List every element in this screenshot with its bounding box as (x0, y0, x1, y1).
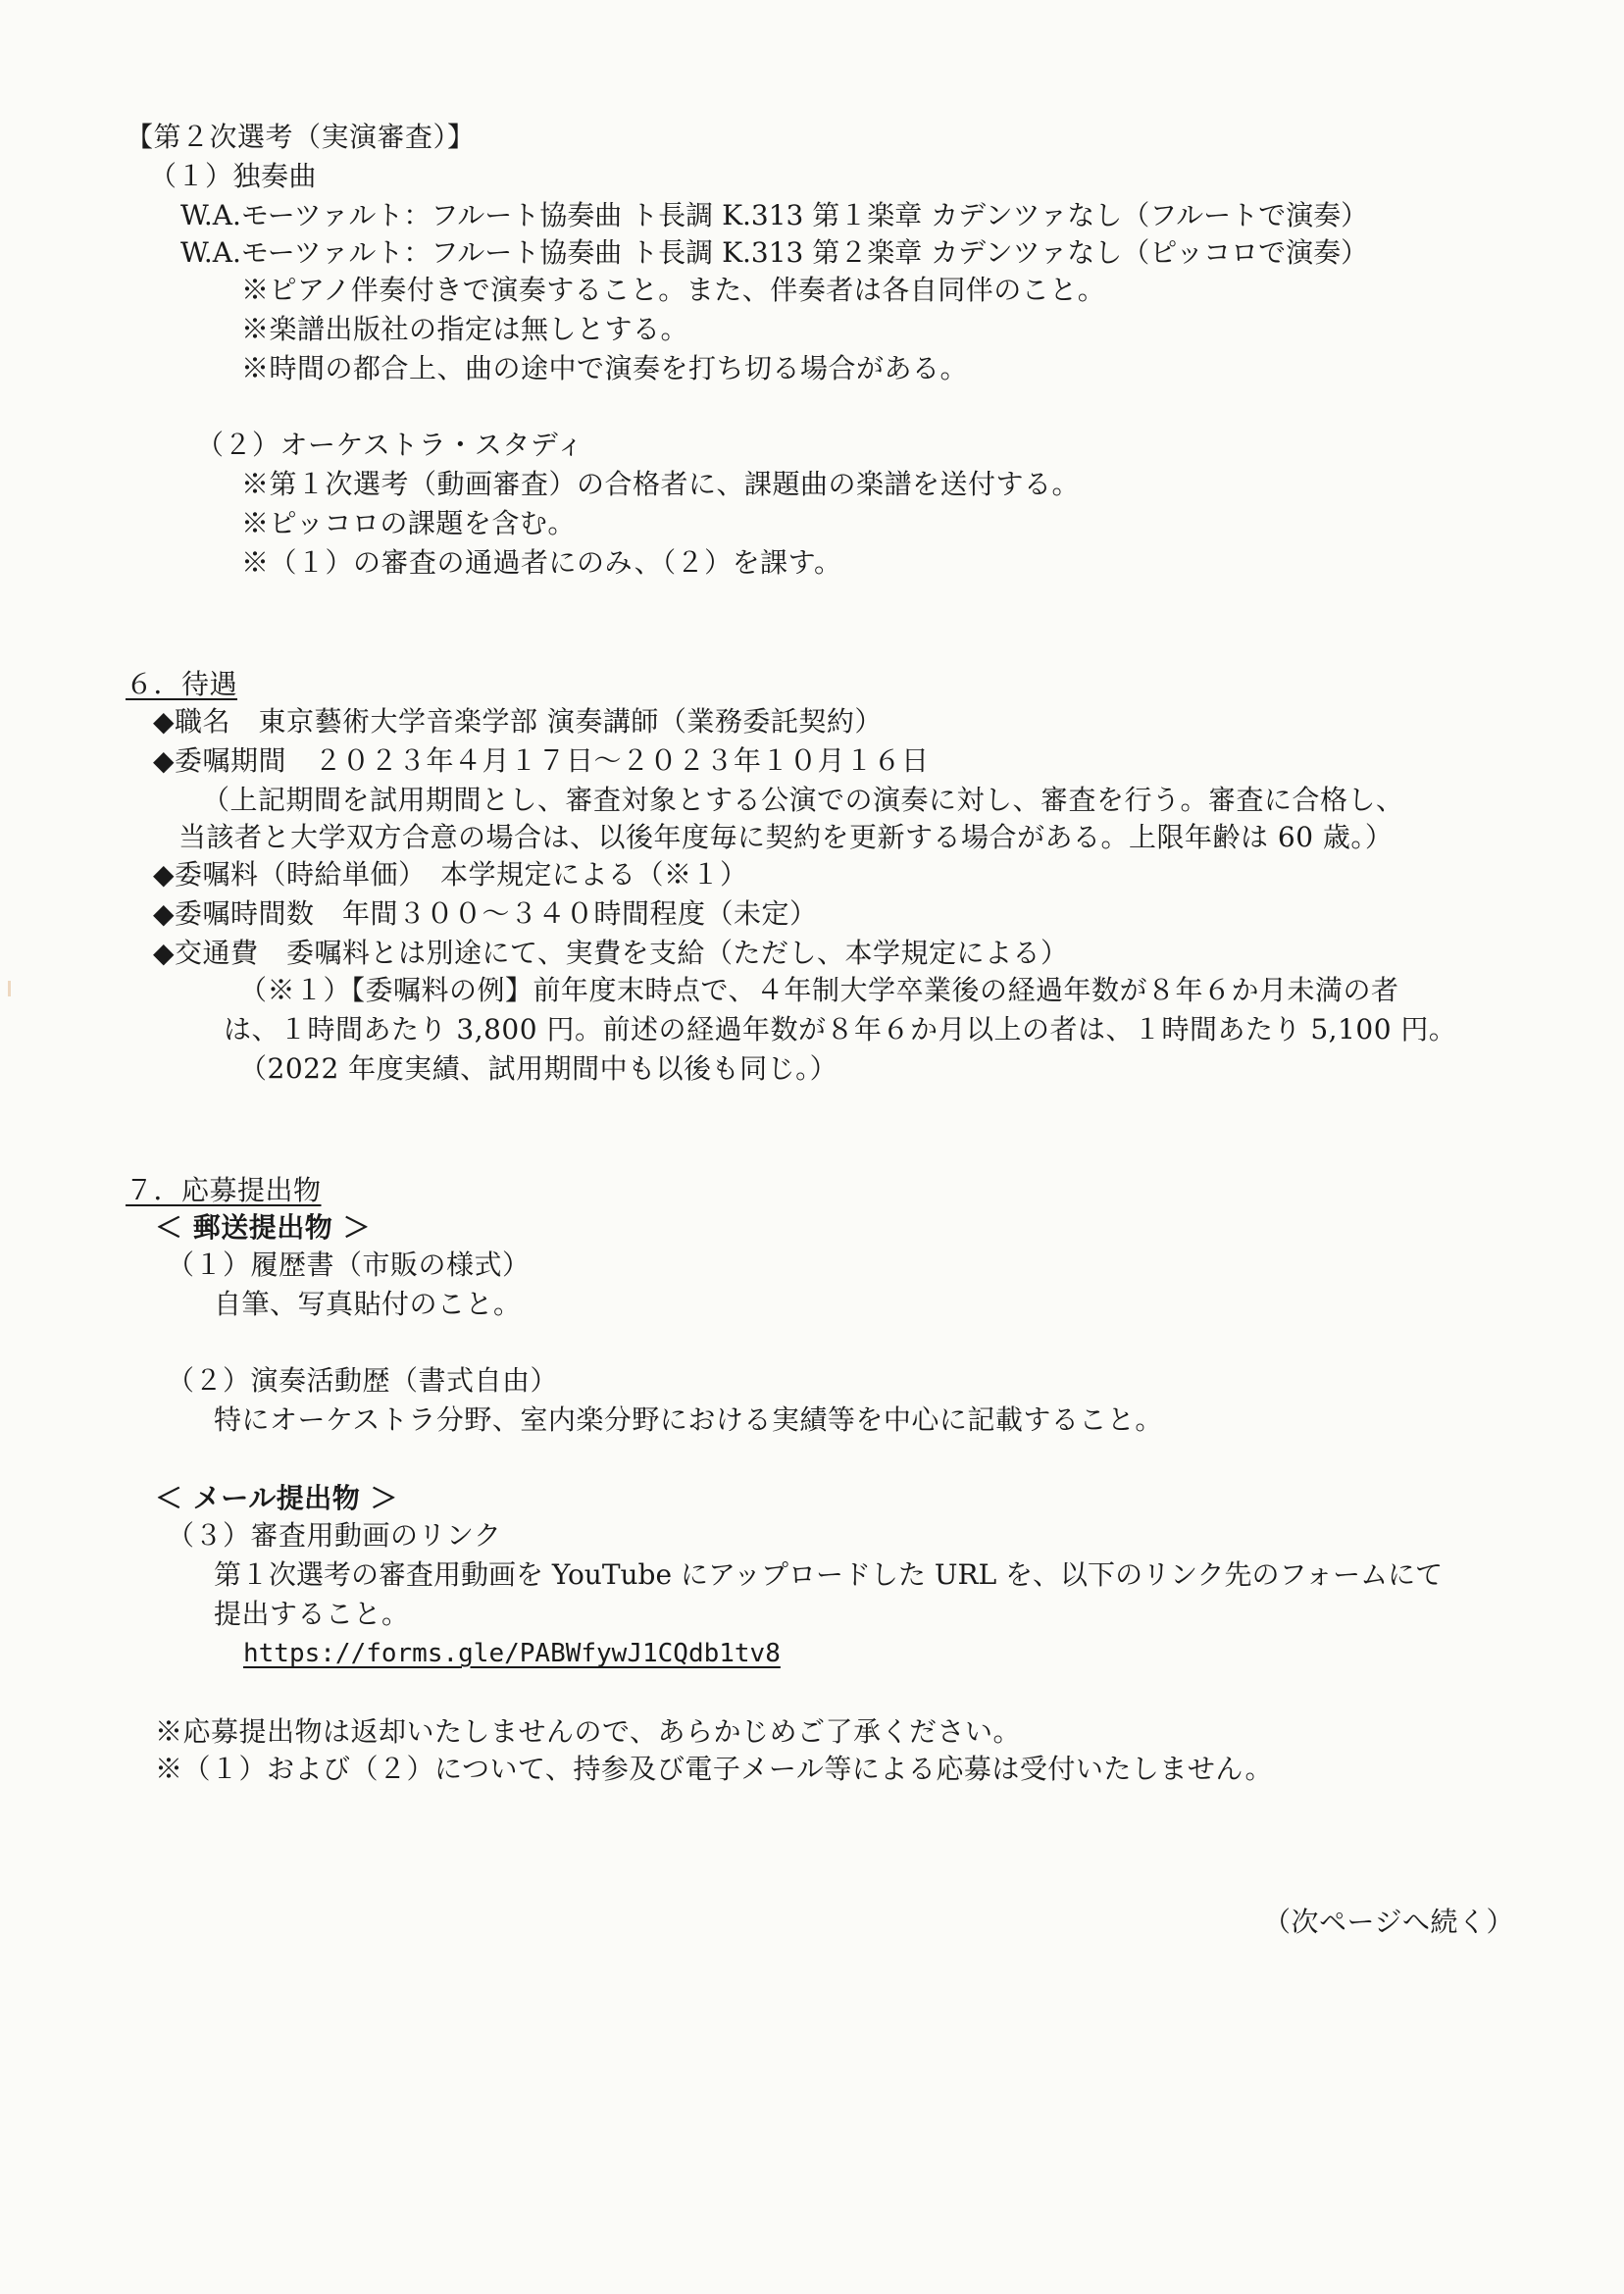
solo-piece-1: W.A.モーツァルト：フルート協奏曲 ト長調 K.313 第１楽章 カデンツァなし（フルートで演奏） (180, 199, 1369, 231)
solo-note-time: ※時間の都合上、曲の途中で演奏を打ち切る場合がある。 (241, 352, 969, 384)
section-heading-submission: ７．応募提出物 (126, 1174, 322, 1206)
treatment-period: ◆委嘱期間 ２０２３年４月１７日～２０２３年１０月１６日 (153, 744, 930, 777)
treatment-position: ◆職名 東京藝術大学音楽学部 演奏講師（業務委託契約） (153, 705, 883, 738)
orchestra-study-label: （２）オーケストラ・スタディ (196, 429, 584, 461)
solo-piece-2: W.A.モーツァルト：フルート協奏曲 ト長調 K.313 第２楽章 カデンツァなし（ピッコロで演奏） (180, 236, 1369, 269)
email-submission-heading: ＜ メール提出物 ＞ (155, 1482, 398, 1514)
orchestra-note-score: ※第１次選考（動画審査）の合格者に、課題曲の楽譜を送付する。 (241, 468, 1081, 500)
video-link-note-1: 第１次選考の審査用動画を YouTube にアップロードした URL を、以下のリンク先のフォームにて (214, 1558, 1444, 1591)
treatment-period-note-2: 当該者と大学双方合意の場合は、以後年度毎に契約を更新する場合がある。上限年齢は 60 歳。） (178, 821, 1394, 853)
treatment-hours: ◆委嘱時間数 年間３００～３４０時間程度（未定） (153, 897, 818, 930)
treatment-transport: ◆交通費 委嘱料とは別途にて、実費を支給（ただし、本学規定による） (153, 937, 1069, 969)
solo-piece-label: （１）独奏曲 (149, 160, 318, 192)
section-heading-second-selection: 【第２次選考（実演審査）】 (126, 121, 476, 153)
resume-note: 自筆、写真貼付のこと。 (214, 1288, 522, 1320)
solo-note-accompaniment: ※ピアノ伴奏付きで演奏すること。また、伴奏者は各自同伴のこと。 (241, 274, 1106, 306)
video-link-label: （３）審査用動画のリンク (167, 1519, 502, 1552)
continued-next-page: （次ページへ続く） (1263, 1906, 1514, 1938)
mail-submission-heading: ＜ 郵送提出物 ＞ (155, 1211, 371, 1244)
resume-label: （１）履歴書（市販の様式） (167, 1249, 531, 1281)
solo-note-publisher: ※楽譜出版社の指定は無しとする。 (241, 313, 689, 345)
section-heading-treatment: ６．待遇 (126, 668, 238, 700)
notice-no-return: ※応募提出物は返却いたしませんので、あらかじめご了承ください。 (155, 1715, 1021, 1748)
fee-example-note-2: は、１時間あたり 3,800 円。前述の経過年数が８年６か月以上の者は、１時間あたり 5,100 円。 (224, 1013, 1457, 1045)
video-link-note-2: 提出すること。 (214, 1598, 410, 1630)
treatment-period-note-1: （上記期間を試用期間とし、審査対象とする公演での演奏に対し、審査を行う。審査に合格し、 (202, 784, 1404, 816)
treatment-fee: ◆委嘱料（時給単価） 本学規定による（※１） (153, 858, 748, 891)
form-link[interactable]: https://forms.gle/PABWfywJ1CQdb1tv8 (243, 1639, 781, 1668)
scan-edge-mark (8, 981, 11, 996)
performance-history-note: 特にオーケストラ分野、室内楽分野における実績等を中心に記載すること。 (214, 1403, 1163, 1436)
orchestra-note-pass: ※（１）の審査の通過者にのみ、（２）を課す。 (241, 546, 842, 579)
fee-example-note-1: （※１）【委嘱料の例】前年度末時点で、４年制大学卒業後の経過年数が８年６か月未満の者 (239, 974, 1399, 1006)
orchestra-note-piccolo: ※ピッコロの課題を含む。 (241, 507, 576, 539)
performance-history-label: （２）演奏活動歴（書式自由） (167, 1364, 559, 1397)
fee-example-note-3: （2022 年度実績、試用期間中も以後も同じ。） (239, 1052, 838, 1085)
notice-no-delivery: ※（１）および（２）について、持参及び電子メール等による応募は受付いたしません。 (155, 1753, 1274, 1785)
